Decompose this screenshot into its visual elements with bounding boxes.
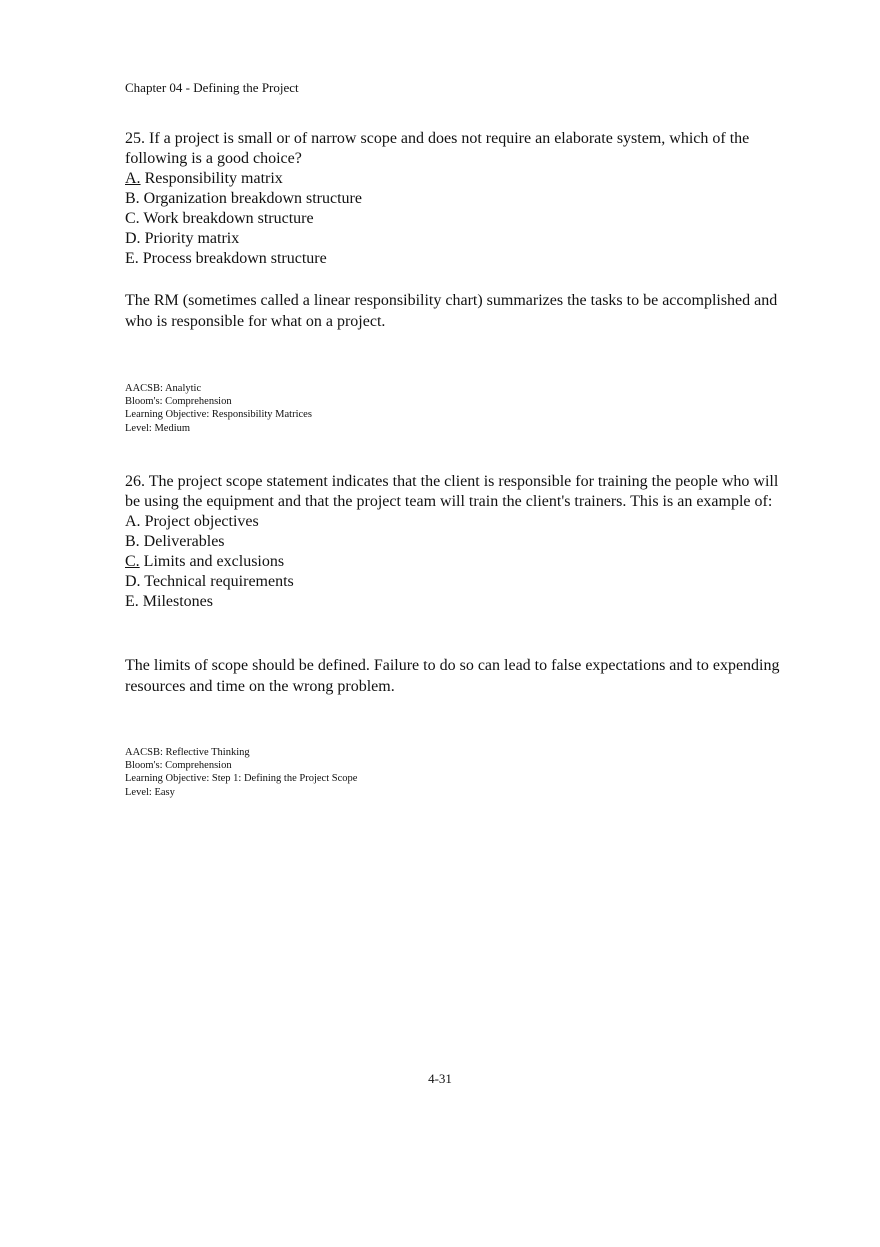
question-25: [125, 129, 785, 269]
option-d: [125, 229, 785, 249]
question-number: 25.: [125, 130, 145, 147]
option-text: Process breakdown structure: [142, 250, 327, 267]
option-letter: E.: [125, 250, 139, 267]
option-d: [125, 572, 785, 592]
option-letter: E.: [125, 593, 139, 610]
option-text: Deliverables: [143, 533, 225, 550]
option-text: Milestones: [142, 593, 213, 610]
chapter-header: Chapter 04 - Defining the Project: [125, 80, 299, 95]
answer-explanation: The RM (sometimes called a linear responsibility chart) summarizes the tasks to be accomplished and who is responsible for what on a project.: [125, 292, 778, 330]
option-text: Limits and exclusions: [143, 553, 285, 570]
options-list: [125, 169, 785, 269]
option-text: Priority matrix: [144, 230, 240, 247]
blooms-tag: Bloom's: Comprehension: [125, 760, 232, 772]
option-b: [125, 189, 785, 209]
option-letter: D.: [125, 573, 141, 590]
question-26: [125, 472, 785, 612]
option-b: [125, 532, 785, 552]
option-letter-correct: C.: [125, 553, 140, 570]
aacsb-tag: AACSB: Reflective Thinking: [125, 747, 250, 758]
option-letter: B.: [125, 533, 140, 550]
option-c: [125, 209, 785, 229]
option-letter: C.: [125, 210, 140, 227]
question-number: 26.: [125, 473, 145, 490]
question-metadata: [125, 382, 312, 435]
level-tag: Level: Easy: [125, 786, 175, 798]
option-letter: A.: [125, 513, 141, 530]
option-text: Work breakdown structure: [143, 210, 314, 227]
options-list: [125, 512, 785, 612]
aacsb-tag: AACSB: Analytic: [125, 383, 202, 394]
learning-objective-tag: Learning Objective: Step 1: Defining the Project Scope: [125, 773, 358, 785]
level-tag: Level: Medium: [125, 422, 191, 434]
question-text: If a project is small or of narrow scope and does not require an elaborate system, which of the following is a good choice?: [125, 130, 750, 167]
option-text: Responsibility matrix: [144, 170, 283, 187]
option-a: [125, 512, 785, 532]
question-prompt: [125, 472, 785, 512]
option-e: [125, 592, 785, 612]
answer-explanation: The limits of scope should be defined. Failure to do so can lead to false expectations and to expending resources and time on the wrong problem.: [125, 657, 780, 695]
question-text: The project scope statement indicates that the client is responsible for training the people who will be using the equipment and that the project team will train the client's trainers. This is an example of:: [125, 473, 779, 510]
question-metadata: [125, 746, 357, 799]
option-letter: B.: [125, 190, 140, 207]
option-text: Organization breakdown structure: [143, 190, 362, 207]
option-letter-correct: A.: [125, 170, 141, 187]
blooms-tag: Bloom's: Comprehension: [125, 396, 232, 408]
learning-objective-tag: Learning Objective: Responsibility Matrices: [125, 409, 312, 421]
option-letter: D.: [125, 230, 141, 247]
option-text: Project objectives: [144, 513, 259, 530]
option-a: [125, 169, 785, 189]
option-text: Technical requirements: [144, 573, 294, 590]
option-e: [125, 249, 785, 269]
option-c: [125, 552, 785, 572]
question-prompt: [125, 129, 785, 169]
page-number: 4-31: [428, 1071, 452, 1086]
